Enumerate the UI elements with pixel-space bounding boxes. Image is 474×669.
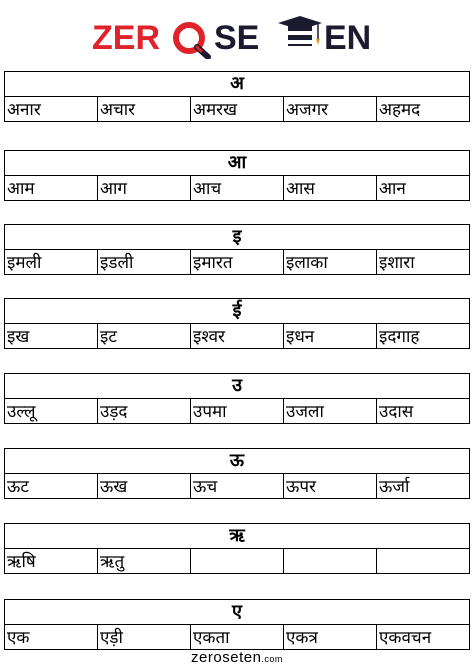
word-cell: [377, 549, 470, 574]
word-cell: ऊर्जा: [377, 474, 470, 499]
word-cell: एड़ी: [98, 625, 191, 650]
word-cell: ऊट: [5, 474, 98, 499]
letter-table: [4, 599, 470, 650]
word-cell: एकवचन: [377, 625, 470, 650]
word-cell: ऊच: [191, 474, 284, 499]
letter-table: [4, 224, 470, 275]
word-cell: आग: [98, 176, 191, 201]
letter-table: [4, 71, 470, 122]
letter-table: [4, 298, 470, 349]
letter-heading: ई: [5, 299, 470, 324]
letter-section: [4, 448, 470, 498]
letter-heading: उ: [5, 374, 470, 399]
word-cell: इख: [5, 324, 98, 349]
word-cell: आन: [377, 176, 470, 201]
word-cell: इडली: [98, 250, 191, 275]
letter-heading: ऊ: [5, 449, 470, 474]
letter-section: [4, 71, 470, 121]
word-cell: ऋषि: [5, 549, 98, 574]
word-cell: इट: [98, 324, 191, 349]
letter-heading: इ: [5, 225, 470, 250]
logo-text-right: SE: [214, 19, 260, 57]
letter-section: [4, 599, 470, 649]
word-cell: उड़द: [98, 399, 191, 424]
logo-text-end: EN: [324, 19, 372, 57]
letter-section: [4, 224, 470, 274]
word-cell: आम: [5, 176, 98, 201]
footer-tld: .com: [261, 654, 283, 664]
word-cell: ऊख: [98, 474, 191, 499]
word-cell: अमरख: [191, 97, 284, 122]
letter-heading: ए: [5, 600, 470, 625]
word-cell: इदगाह: [377, 324, 470, 349]
word-cell: एक: [5, 625, 98, 650]
word-cell: अचार: [98, 97, 191, 122]
word-cell: ऊपर: [284, 474, 377, 499]
footer-website: [0, 649, 474, 666]
word-cell: इलाका: [284, 250, 377, 275]
letter-heading: ऋ: [5, 524, 470, 549]
letter-section: [4, 150, 470, 200]
word-cell: उजला: [284, 399, 377, 424]
graduation-cap-icon: [278, 16, 322, 46]
letter-heading: अ: [5, 72, 470, 97]
letter-table: [4, 523, 470, 574]
letter-table: [4, 448, 470, 499]
word-cell: इमारत: [191, 250, 284, 275]
word-cell: उपमा: [191, 399, 284, 424]
word-cell: एकता: [191, 625, 284, 650]
zeroseten-logo: [0, 12, 474, 60]
word-cell: आच: [191, 176, 284, 201]
letter-table: [4, 150, 470, 201]
magnifier-icon: [176, 25, 208, 57]
word-cell: उल्लू: [5, 399, 98, 424]
letter-heading: आ: [5, 151, 470, 176]
word-cell: आस: [284, 176, 377, 201]
letter-section: [4, 373, 470, 423]
word-cell: अजगर: [284, 97, 377, 122]
word-cell: [284, 549, 377, 574]
word-cell: इश्वर: [191, 324, 284, 349]
word-cell: इमली: [5, 250, 98, 275]
footer-site: zeroseten: [191, 649, 262, 666]
word-cell: अहमद: [377, 97, 470, 122]
letter-table: [4, 373, 470, 424]
letter-section: [4, 298, 470, 348]
logo-graphic: [92, 13, 382, 59]
letter-section: [4, 523, 470, 573]
word-cell: एकत्र: [284, 625, 377, 650]
word-cell: ऋतु: [98, 549, 191, 574]
word-cell: [191, 549, 284, 574]
logo-text-left: ZER: [92, 19, 160, 57]
word-cell: अनार: [5, 97, 98, 122]
word-cell: उदास: [377, 399, 470, 424]
word-cell: इशारा: [377, 250, 470, 275]
word-cell: इधन: [284, 324, 377, 349]
